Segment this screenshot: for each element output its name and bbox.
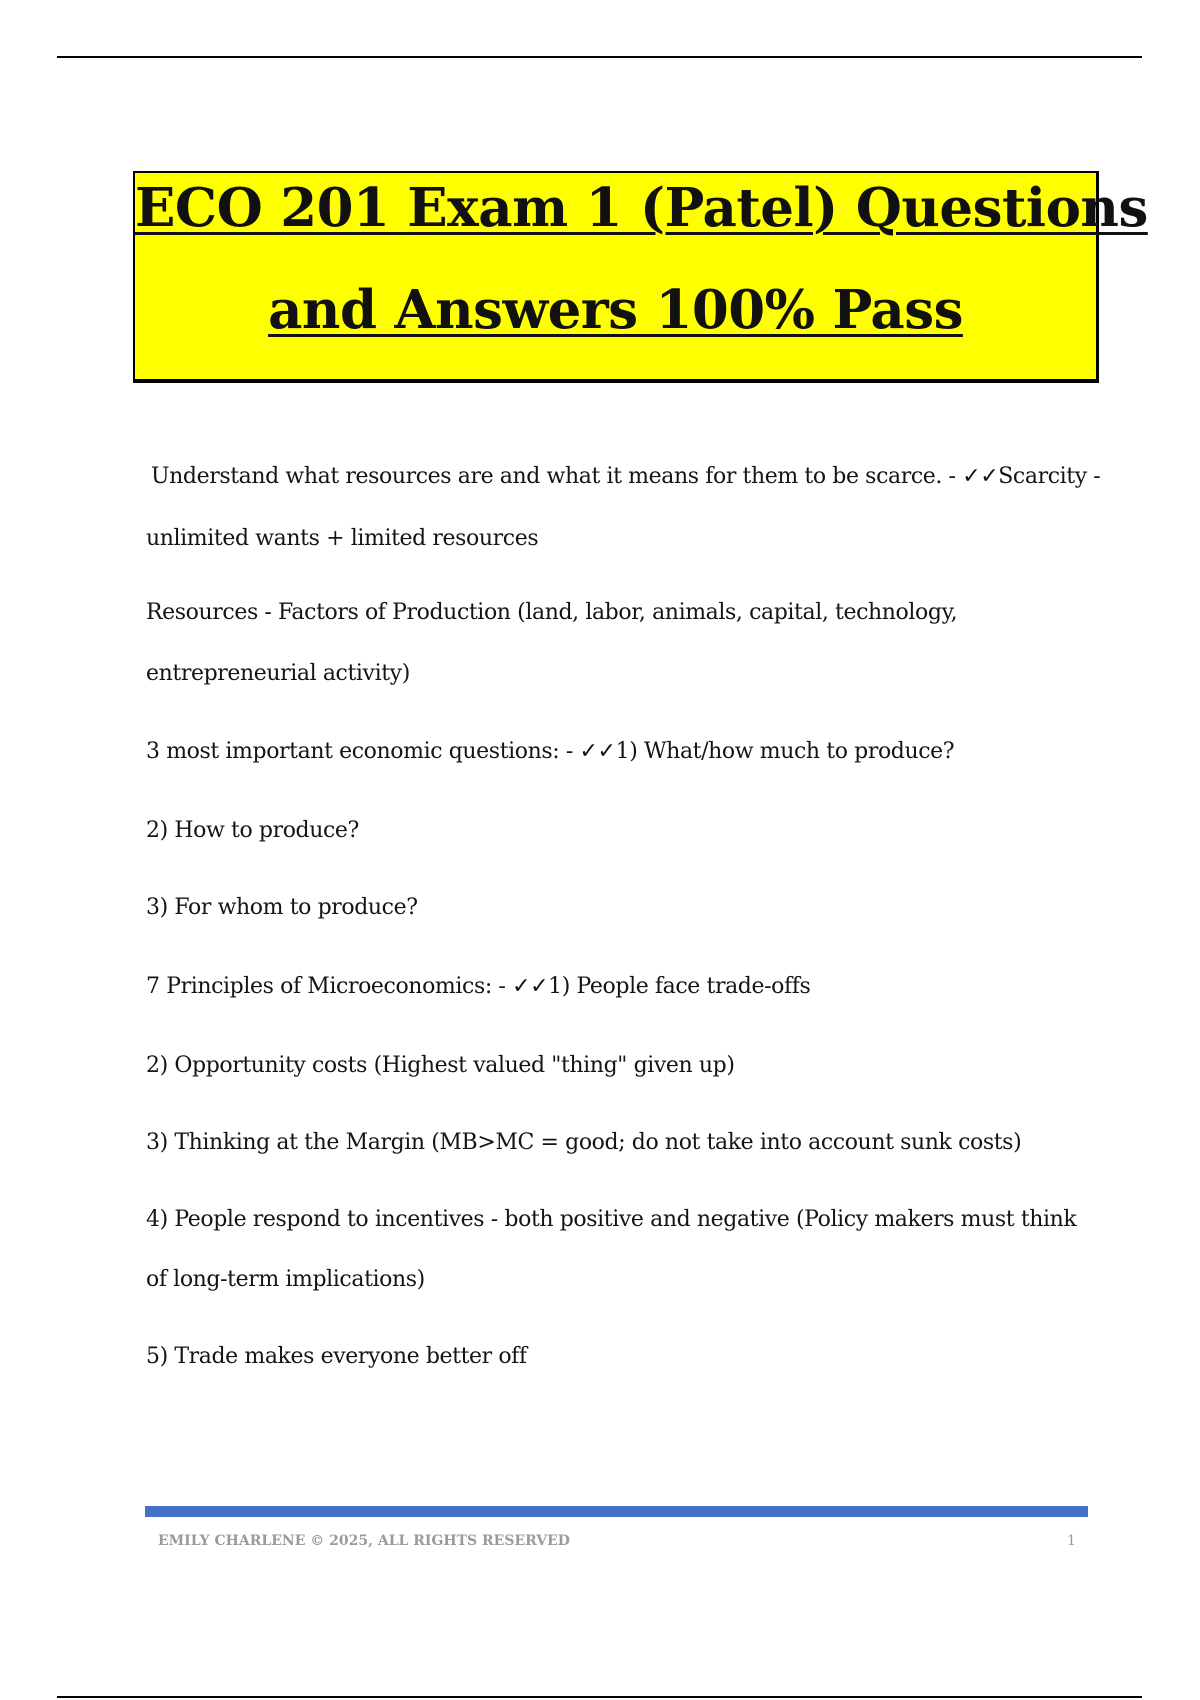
line-answer: 1) People face trade-offs [548, 974, 811, 999]
body-line [146, 816, 359, 846]
line-answer: 1) What/how much to produce? [615, 739, 955, 764]
title-box [133, 171, 1148, 383]
checkmark-icon: ✓✓ [962, 464, 999, 489]
line-text: 2) Opportunity costs (Highest valued "thing" given up) [146, 1053, 735, 1078]
footer-copyright: EMILY CHARLENE © 2025, ALL RIGHTS RESERVED [158, 1533, 570, 1549]
body-line [146, 524, 538, 554]
line-text: 7 Principles of Microeconomics: - [146, 974, 513, 999]
body-line [146, 1128, 1021, 1158]
body-line [146, 598, 957, 628]
body-line [146, 1205, 1076, 1235]
body-line [146, 1051, 735, 1081]
line-text: Resources - Factors of Production (land, labor, animals, capital, technology, [146, 600, 958, 625]
top-rule [57, 56, 1142, 58]
document-title-line-2: and Answers 100% Pass [268, 279, 963, 341]
line-text: 3 most important economic questions: - [146, 739, 580, 764]
page-number: 1 [1067, 1533, 1076, 1549]
line-text: 4) People respond to incentives - both positive and negative (Policy makers must think [146, 1207, 1077, 1232]
body-line [146, 737, 954, 767]
body-line [146, 972, 810, 1002]
line-text: unlimited wants + limited resources [146, 526, 539, 551]
body-line [151, 462, 1100, 492]
body-line [146, 659, 410, 689]
body-line [146, 1265, 425, 1295]
bottom-rule [57, 1696, 1142, 1698]
checkmark-icon: ✓✓ [579, 739, 616, 764]
line-text: 2) How to produce? [146, 818, 359, 843]
line-text: entrepreneurial activity) [146, 661, 410, 686]
line-text: 5) Trade makes everyone better off [146, 1344, 527, 1369]
checkmark-icon: ✓✓ [512, 974, 549, 999]
line-answer: Scarcity - [998, 464, 1101, 489]
line-text: of long-term implications) [146, 1267, 425, 1292]
document-title-line-1: ECO 201 Exam 1 (Patel) Questions [135, 177, 1148, 239]
body-line [146, 1342, 527, 1372]
line-text: 3) Thinking at the Margin (MB>MC = good; do not take into account sunk costs) [146, 1130, 1022, 1155]
footer-bar [145, 1506, 1088, 1517]
body-line [146, 893, 418, 923]
line-text: Understand what resources are and what it means for them to be scarce. - [151, 464, 963, 489]
line-text: 3) For whom to produce? [146, 895, 418, 920]
